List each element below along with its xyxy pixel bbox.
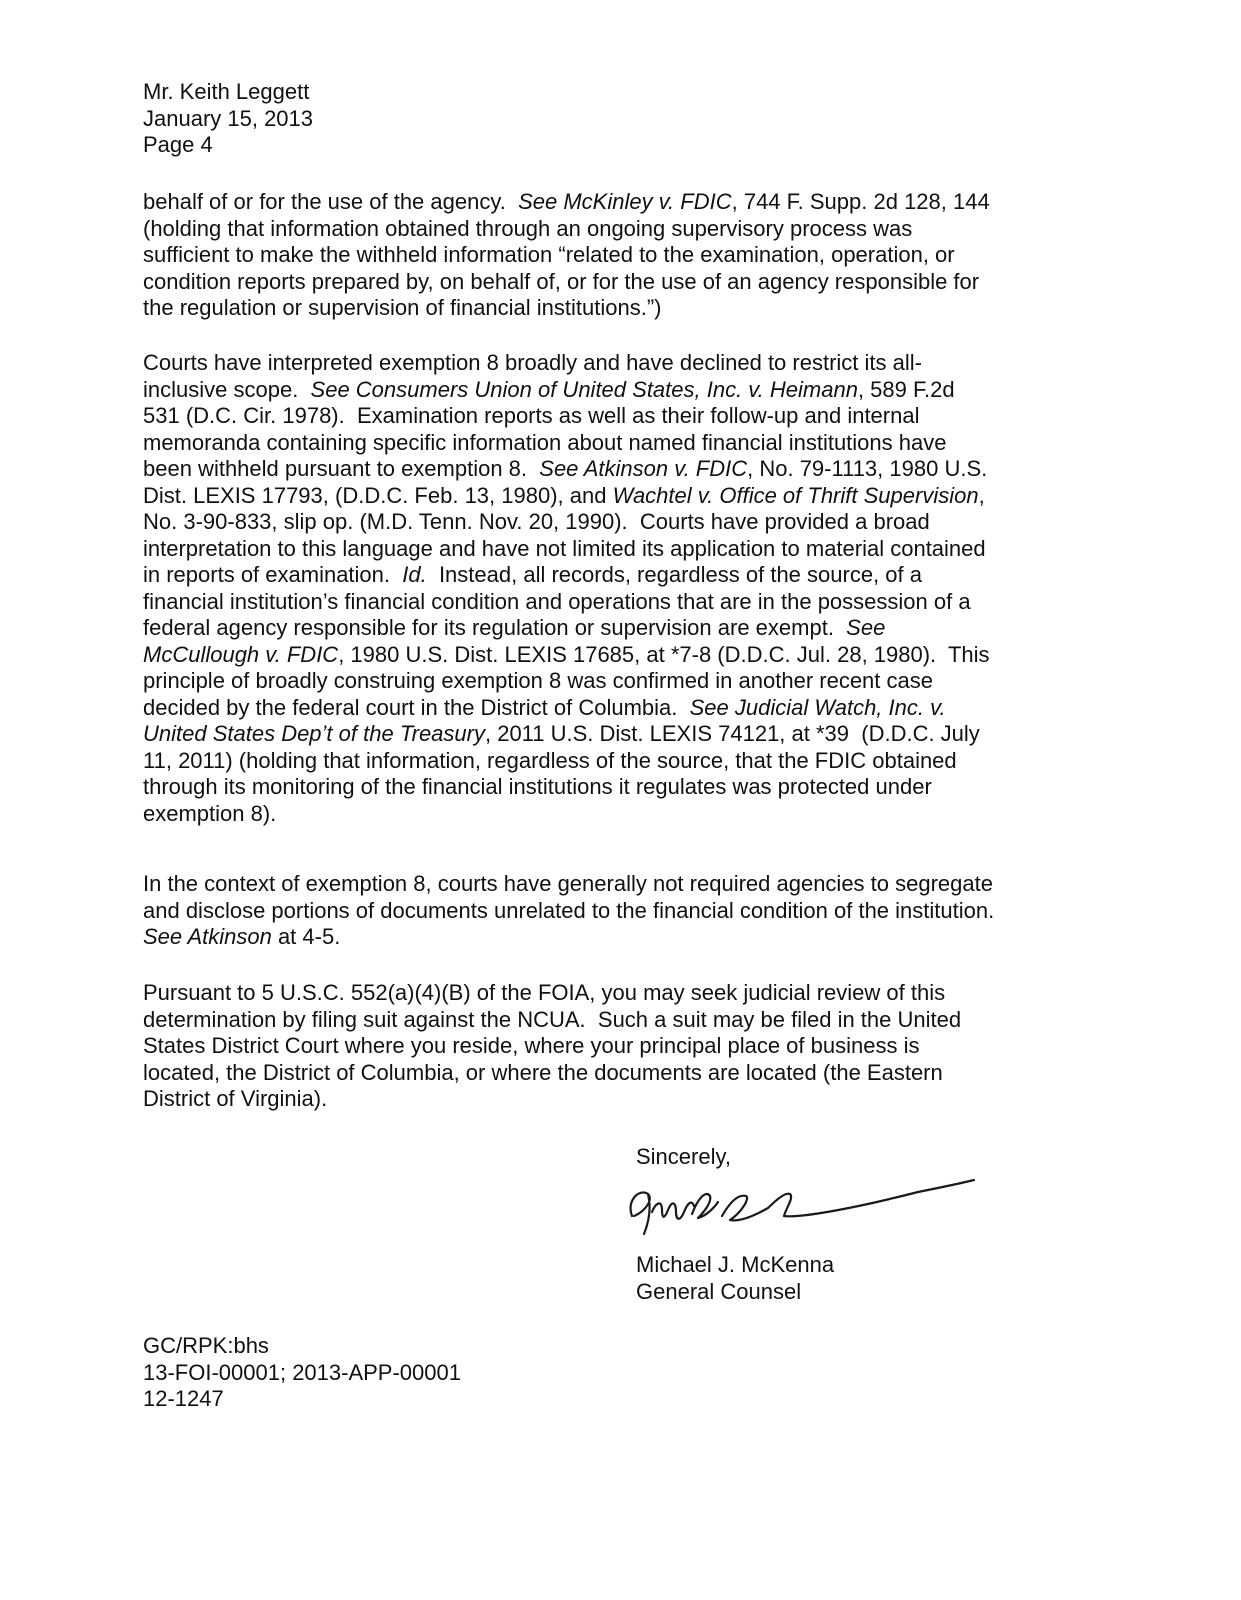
text-line — [143, 589, 1073, 616]
text-run: , — [978, 482, 985, 508]
text-run: behalf of or for the use of the agency. — [143, 189, 519, 214]
valediction: Sincerely, — [636, 1144, 731, 1169]
text-line — [143, 871, 1073, 898]
text-run: Pursuant to 5 U.S.C. 552(a)(4)(B) of the FOIA, you may seek judicial review of this — [143, 980, 946, 1005]
text-run: located, the District of Columbia, or where the documents are located (the Eastern — [143, 1059, 943, 1085]
body-paragraph-3 — [143, 871, 1073, 951]
closing-block — [636, 1144, 731, 1171]
letter-date: January 15, 2013 — [143, 105, 314, 131]
case-citation: See Atkinson — [143, 924, 272, 949]
text-line — [143, 483, 1073, 510]
text-run: determination by filing suit against the NCUA. Such a suit may be filed in the United — [143, 1006, 962, 1032]
text-run: Instead, all records, regardless of the source, of a — [426, 562, 922, 587]
text-run: principle of broadly construing exemption 8 was confirmed in another recent case — [143, 668, 933, 693]
text-line — [143, 377, 1073, 404]
recipient-name: Mr. Keith Leggett — [143, 79, 310, 104]
text-run: at 4-5. — [271, 924, 341, 949]
text-run: inclusive scope. — [143, 376, 311, 402]
text-run: in reports of examination. — [143, 562, 403, 587]
text-run: decided by the federal court in the District of Columbia. — [143, 694, 690, 720]
text-line — [143, 721, 1073, 748]
text-run: condition reports prepared by, on behalf of, or for the use of an agency responsible for — [143, 268, 980, 294]
case-citation: See Consumers Union of United States, Inc. v. Heimann — [310, 376, 858, 402]
text-line — [143, 216, 1073, 243]
body-paragraph-2 — [143, 350, 1073, 827]
text-run: financial institution’s financial condition and operations that are in the possession of a — [143, 588, 971, 614]
body-paragraph-1 — [143, 189, 1073, 322]
text-line — [143, 748, 1073, 775]
text-line — [143, 430, 1073, 457]
text-run: District of Virginia). — [143, 1086, 328, 1111]
text-line — [143, 1086, 1073, 1113]
text-run: , 589 F.2d — [857, 376, 955, 402]
text-line — [143, 242, 1073, 269]
case-citation: United States Dep’t of the Treasury — [143, 721, 485, 746]
handwritten-signature — [618, 1172, 978, 1244]
text-line — [143, 774, 1073, 801]
text-run: 531 (D.C. Cir. 1978). Examination reports as well as their follow-up and internal — [143, 403, 920, 428]
case-citation: See Atkinson v. FDIC — [539, 456, 748, 481]
letter-header — [143, 79, 1073, 159]
typist-initials: GC/RPK:bhs — [143, 1333, 269, 1358]
text-line — [143, 1060, 1073, 1087]
text-line — [143, 615, 1073, 642]
case-citation: Id. — [402, 562, 427, 587]
text-run: No. 3-90-833, slip op. (M.D. Tenn. Nov. 20, 1990). Courts have provided a broad — [143, 509, 930, 534]
text-run: been withheld pursuant to exemption 8. — [143, 456, 540, 481]
text-run: the regulation or supervision of financial institutions.”) — [143, 295, 662, 320]
text-line — [143, 536, 1073, 563]
text-line — [143, 562, 1073, 589]
text-run: , No. 79-1113, 1980 U.S. — [747, 456, 988, 481]
body-paragraph-4 — [143, 980, 1073, 1113]
text-line — [143, 695, 1073, 722]
case-citation: See Judicial Watch, Inc. v. — [689, 694, 946, 720]
text-line — [143, 509, 1073, 536]
text-line — [143, 668, 1073, 695]
text-line — [143, 924, 1073, 951]
text-run: exemption 8). — [143, 800, 277, 826]
text-line — [143, 898, 1073, 925]
text-run: , 1980 U.S. Dist. LEXIS 17685, at *7-8 (D.D.C. Jul. 28, 1980). This — [338, 641, 990, 667]
text-line — [143, 642, 1073, 669]
case-citation: McCullough v. FDIC — [143, 641, 339, 667]
text-line — [143, 403, 1073, 430]
text-run: through its monitoring of the financial institutions it regulates was protected under — [143, 774, 932, 799]
page-number: Page 4 — [143, 132, 213, 157]
text-line — [143, 980, 1073, 1007]
text-run: States District Court where you reside, where your principal place of business is — [143, 1033, 920, 1058]
text-run: memoranda containing specific information about named financial institutions have — [143, 429, 947, 455]
text-line — [143, 456, 1073, 483]
text-line — [143, 801, 1073, 828]
text-run: Dist. LEXIS 17793, (D.D.C. Feb. 13, 1980), and — [143, 482, 613, 508]
text-line — [143, 269, 1073, 296]
text-run: Courts have interpreted exemption 8 broadly and have declined to restrict its all- — [143, 350, 922, 375]
case-citation: See — [846, 615, 886, 640]
case-citation: See McKinley v. FDIC — [518, 189, 732, 214]
text-run: and disclose portions of documents unrelated to the financial condition of the institution. — [143, 897, 995, 923]
case-numbers: 13-FOI-00001; 2013-APP-00001 — [143, 1359, 461, 1385]
text-run: , 744 F. Supp. 2d 128, 144 — [731, 189, 990, 214]
case-citation: Wachtel v. Office of Thrift Supervision — [612, 482, 979, 508]
text-run: interpretation to this language and have not limited its application to material contained — [143, 535, 986, 561]
text-run: sufficient to make the withheld information “related to the examination, operation, or — [143, 242, 955, 267]
text-line — [143, 295, 1073, 322]
text-run: federal agency responsible for its regulation or supervision are exempt. — [143, 615, 847, 640]
text-line — [143, 1007, 1073, 1034]
text-line — [143, 189, 1073, 216]
text-run: (holding that information obtained through an ongoing supervisory process was — [143, 215, 913, 241]
reference-block — [143, 1333, 1073, 1413]
file-number: 12-1247 — [143, 1386, 224, 1411]
text-run: 11, 2011) (holding that information, regardless of the source, that the FDIC obtained — [143, 747, 957, 773]
signer-block — [636, 1252, 834, 1305]
text-line — [143, 350, 1073, 377]
text-run: In the context of exemption 8, courts have generally not required agencies to segregate — [143, 871, 993, 896]
signer-title: General Counsel — [636, 1278, 802, 1304]
text-run: , 2011 U.S. Dist. LEXIS 74121, at *39 (D.D.C. July — [484, 721, 980, 746]
text-line — [143, 1033, 1073, 1060]
signer-name: Michael J. McKenna — [636, 1252, 835, 1277]
